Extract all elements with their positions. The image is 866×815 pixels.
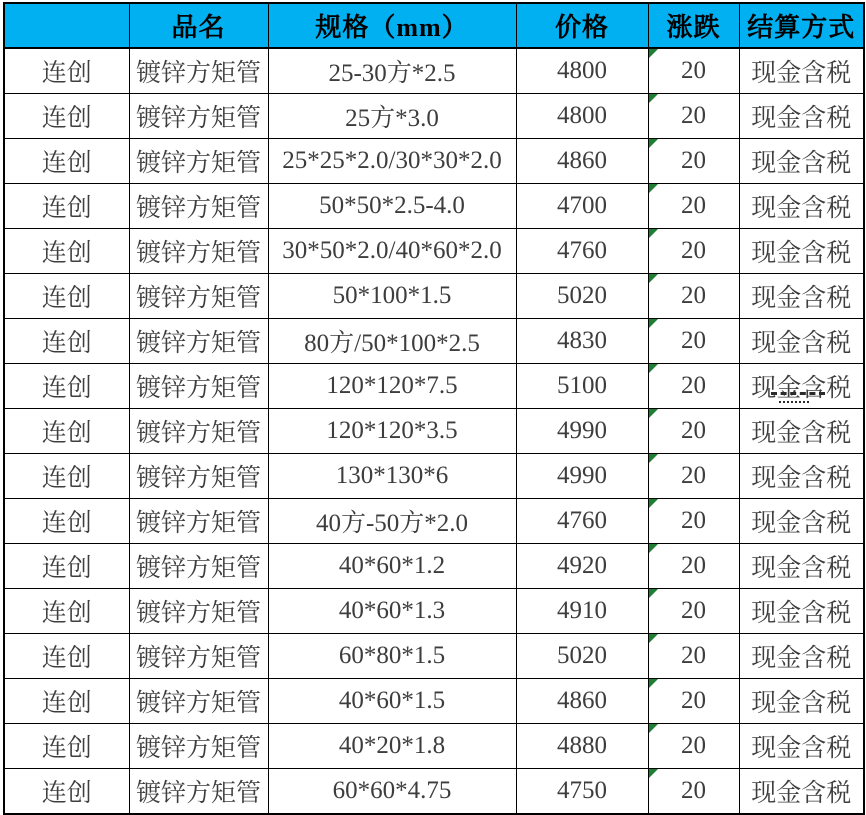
cell-product: 镀锌方矩管 — [129, 544, 268, 589]
cell-settlement: 现金含税 — [739, 634, 864, 679]
cell-vendor: 连创 — [4, 94, 129, 139]
cell-vendor: 连创 — [4, 454, 129, 499]
cell-settlement: 现金含税 — [739, 274, 864, 319]
number-as-text-flag-icon — [649, 319, 658, 328]
cell-vendor: 连创 — [4, 274, 129, 319]
header-price: 价格 — [516, 3, 648, 48]
header-spec: 规格（mm） — [268, 3, 516, 48]
number-as-text-flag-icon — [649, 544, 658, 553]
cell-settlement: 现金含税 — [739, 454, 864, 499]
cell-product: 镀锌方矩管 — [129, 139, 268, 184]
cell-product: 镀锌方矩管 — [129, 94, 268, 139]
cell-change: 20 — [648, 274, 739, 319]
table-row — [4, 544, 864, 589]
table-row — [4, 724, 864, 769]
header-product: 品名 — [129, 3, 268, 48]
number-as-text-flag-icon — [649, 49, 658, 58]
table-row — [4, 454, 864, 499]
cell-vendor: 连创 — [4, 364, 129, 409]
cell-change: 20 — [648, 229, 739, 274]
cell-settlement: 现金含税 — [739, 94, 864, 139]
table-body — [4, 48, 864, 814]
cell-vendor: 连创 — [4, 229, 129, 274]
cell-price: 4760 — [516, 229, 648, 274]
table-row — [4, 364, 864, 409]
cell-spec: 80方/50*100*2.5 — [268, 319, 516, 364]
number-as-text-flag-icon — [649, 184, 658, 193]
cell-change: 20 — [648, 454, 739, 499]
cell-spec: 25方*3.0 — [268, 94, 516, 139]
cell-price: 4830 — [516, 319, 648, 364]
cell-product: 镀锌方矩管 — [129, 319, 268, 364]
cell-vendor: 连创 — [4, 319, 129, 364]
cell-spec: 40*60*1.5 — [268, 679, 516, 724]
cell-vendor: 连创 — [4, 769, 129, 815]
cell-change: 20 — [648, 634, 739, 679]
table-row — [4, 274, 864, 319]
cell-product: 镀锌方矩管 — [129, 364, 268, 409]
cell-settlement: 现金含税 — [739, 499, 864, 544]
cell-vendor: 连创 — [4, 724, 129, 769]
cell-settlement: 现金含税 — [739, 229, 864, 274]
cell-product: 镀锌方矩管 — [129, 184, 268, 229]
cell-spec: 120*120*3.5 — [268, 409, 516, 454]
number-as-text-flag-icon — [649, 274, 658, 283]
cell-change: 20 — [648, 589, 739, 634]
cell-change: 20 — [648, 544, 739, 589]
cell-settlement: 现金含税 — [739, 184, 864, 229]
cell-spec: 60*80*1.5 — [268, 634, 516, 679]
cell-price: 4990 — [516, 454, 648, 499]
cell-spec: 30*50*2.0/40*60*2.0 — [268, 229, 516, 274]
cell-product: 镀锌方矩管 — [129, 454, 268, 499]
table-row — [4, 184, 864, 229]
cell-price: 4800 — [516, 48, 648, 94]
table-row — [4, 139, 864, 184]
cell-spec: 40方-50方*2.0 — [268, 499, 516, 544]
number-as-text-flag-icon — [649, 364, 658, 373]
cell-change: 20 — [648, 364, 739, 409]
header-settlement: 结算方式 — [739, 3, 864, 48]
cell-product: 镀锌方矩管 — [129, 229, 268, 274]
header-change: 涨跌 — [648, 3, 739, 48]
cell-price: 5020 — [516, 274, 648, 319]
cell-product: 镀锌方矩管 — [129, 589, 268, 634]
cell-change: 20 — [648, 139, 739, 184]
cell-settlement: 现金含税 — [739, 409, 864, 454]
cell-change: 20 — [648, 499, 739, 544]
cell-price: 4700 — [516, 184, 648, 229]
cell-product: 镀锌方矩管 — [129, 634, 268, 679]
cell-settlement: 现金含税 — [739, 364, 864, 409]
cell-settlement: 现金含税 — [739, 769, 864, 815]
cell-price: 4760 — [516, 499, 648, 544]
number-as-text-flag-icon — [649, 139, 658, 148]
cell-settlement: 现金含税 — [739, 589, 864, 634]
cell-vendor: 连创 — [4, 589, 129, 634]
cell-spec: 40*60*1.3 — [268, 589, 516, 634]
table-row — [4, 589, 864, 634]
cell-product: 镀锌方矩管 — [129, 274, 268, 319]
table-row — [4, 409, 864, 454]
cell-settlement: 现金含税 — [739, 544, 864, 589]
cell-price: 4920 — [516, 544, 648, 589]
price-sheet — [3, 2, 863, 815]
cell-vendor: 连创 — [4, 409, 129, 454]
price-table — [3, 2, 865, 815]
cell-change: 20 — [648, 319, 739, 364]
cell-spec: 40*60*1.2 — [268, 544, 516, 589]
table-row — [4, 48, 864, 94]
cell-vendor: 连创 — [4, 544, 129, 589]
cell-vendor: 连创 — [4, 139, 129, 184]
number-as-text-flag-icon — [649, 229, 658, 238]
cell-product: 镀锌方矩管 — [129, 679, 268, 724]
cell-spec: 50*100*1.5 — [268, 274, 516, 319]
number-as-text-flag-icon — [649, 589, 658, 598]
header-blank — [4, 3, 129, 48]
cell-spec: 40*20*1.8 — [268, 724, 516, 769]
cell-price: 5100 — [516, 364, 648, 409]
table-row — [4, 94, 864, 139]
table-row — [4, 319, 864, 364]
table-row — [4, 679, 864, 724]
cell-change: 20 — [648, 769, 739, 815]
cell-price: 4750 — [516, 769, 648, 815]
cell-product: 镀锌方矩管 — [129, 409, 268, 454]
table-row — [4, 229, 864, 274]
number-as-text-flag-icon — [649, 499, 658, 508]
cell-spec: 130*130*6 — [268, 454, 516, 499]
cell-product: 镀锌方矩管 — [129, 499, 268, 544]
cell-price: 4880 — [516, 724, 648, 769]
cell-product: 镀锌方矩管 — [129, 724, 268, 769]
cell-settlement: 现金含税 — [739, 319, 864, 364]
cell-vendor: 连创 — [4, 184, 129, 229]
number-as-text-flag-icon — [649, 409, 658, 418]
number-as-text-flag-icon — [649, 679, 658, 688]
header-row — [4, 3, 864, 48]
cell-price: 4860 — [516, 139, 648, 184]
cell-vendor: 连创 — [4, 679, 129, 724]
cell-vendor: 连创 — [4, 634, 129, 679]
cell-spec: 25*25*2.0/30*30*2.0 — [268, 139, 516, 184]
number-as-text-flag-icon — [649, 454, 658, 463]
cell-settlement: 现金含税 — [739, 139, 864, 184]
cell-price: 4910 — [516, 589, 648, 634]
cell-spec: 25-30方*2.5 — [268, 48, 516, 94]
table-header — [4, 3, 864, 48]
cell-change: 20 — [648, 94, 739, 139]
cell-spec: 50*50*2.5-4.0 — [268, 184, 516, 229]
cell-spec: 60*60*4.75 — [268, 769, 516, 815]
cell-price: 4800 — [516, 94, 648, 139]
cell-price: 4990 — [516, 409, 648, 454]
cell-change: 20 — [648, 679, 739, 724]
cell-price: 5020 — [516, 634, 648, 679]
cell-settlement: 现金含税 — [739, 724, 864, 769]
cell-price: 4860 — [516, 679, 648, 724]
cell-spec: 120*120*7.5 — [268, 364, 516, 409]
cell-product: 镀锌方矩管 — [129, 48, 268, 94]
cell-vendor: 连创 — [4, 48, 129, 94]
table-row — [4, 769, 864, 815]
cell-change: 20 — [648, 724, 739, 769]
table-row — [4, 634, 864, 679]
cell-vendor: 连创 — [4, 499, 129, 544]
cell-change: 20 — [648, 48, 739, 94]
cell-settlement: 现金含税 — [739, 48, 864, 94]
table-row — [4, 499, 864, 544]
cell-settlement: 现金含税 — [739, 679, 864, 724]
number-as-text-flag-icon — [649, 634, 658, 643]
cell-change: 20 — [648, 184, 739, 229]
number-as-text-flag-icon — [649, 769, 658, 778]
cell-change: 20 — [648, 409, 739, 454]
number-as-text-flag-icon — [649, 94, 658, 103]
cell-product: 镀锌方矩管 — [129, 769, 268, 815]
number-as-text-flag-icon — [649, 724, 658, 733]
